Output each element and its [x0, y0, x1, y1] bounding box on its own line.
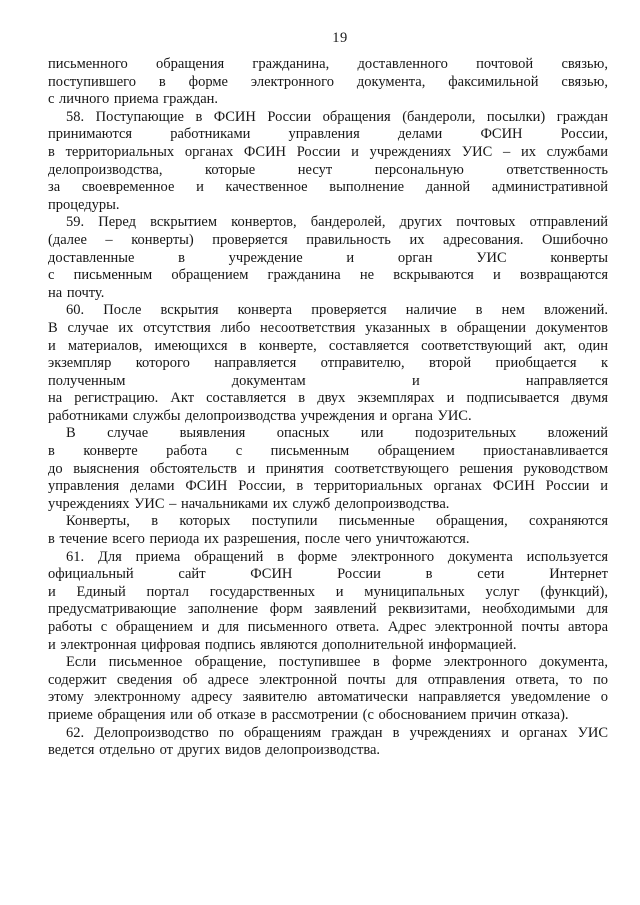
text-line: управления делами ФСИН России, в территориальных органах ФСИН России и	[48, 478, 608, 495]
text-line: и материалов, имеющихся в конверте, составляется соответствующий акт, один	[48, 337, 608, 354]
text-line: официальный сайт ФСИН России в сети Интернет	[48, 566, 608, 583]
text-line: делопроизводства, которые несут персональную ответственность	[48, 161, 608, 178]
text-line: процедуры.	[48, 196, 120, 213]
paragraph	[48, 654, 608, 724]
text-line: за своевременное и качественное выполнение данной административной	[48, 179, 608, 196]
paragraph	[48, 56, 608, 109]
text-line: письменного обращения гражданина, доставленного почтовой связью,	[48, 56, 608, 72]
text-line: на почту.	[48, 284, 105, 301]
text-line: на регистрацию. Акт составляется в двух экземплярах и подписывается двумя	[48, 390, 608, 407]
document-body	[48, 56, 608, 760]
text-line: приеме обращения или об отказе в рассмотрении (с обоснованием причин отказа).	[48, 706, 569, 723]
paragraph	[48, 725, 608, 760]
text-line: (далее – конверты) проверяется правильность их адресования. Ошибочно	[48, 231, 608, 248]
text-line: в территориальных органах ФСИН России и учреждениях УИС – их службами	[48, 143, 608, 160]
text-line: до выяснения обстоятельств и принятия соответствующего решения руководством	[48, 460, 608, 477]
text-line: 61. Для приема обращений в форме электронного документа используется	[66, 548, 608, 565]
paragraph	[48, 513, 608, 548]
text-line: 62. Делопроизводство по обращениям граждан в учреждениях и органах УИС	[66, 724, 608, 741]
text-line: с личного приема граждан.	[48, 91, 219, 108]
page-number: 19	[332, 30, 348, 46]
paragraph	[48, 214, 608, 302]
paragraph	[48, 302, 608, 425]
text-line: Если письменное обращение, поступившее в форме электронного документа,	[66, 654, 608, 671]
text-line: и электронная цифровая подпись являются дополнительной информацией.	[48, 636, 517, 653]
text-line: с письменным обращением гражданина не вскрываются и возвращаются	[48, 267, 608, 284]
text-line: поступившего в форме электронного документа, факсимильной связью,	[48, 73, 608, 90]
text-line: в конверте работа с письменным обращением приостанавливается	[48, 443, 608, 460]
paragraph	[48, 109, 608, 215]
text-line: полученным документам и направляется	[48, 372, 608, 389]
text-line: ведется отдельно от других видов делопроизводства.	[48, 742, 381, 759]
text-line: в течение всего периода их разрешения, после чего уничтожаются.	[48, 531, 470, 548]
text-line: этому электронному адресу заявителю автоматически направляется уведомление о	[48, 689, 608, 706]
text-line: работниками службы делопроизводства учреждения и органа УИС.	[48, 407, 472, 424]
text-line: предусматривающие заполнение форм заявлений реквизитами, необходимыми для	[48, 601, 608, 618]
text-line: 59. Перед вскрытием конвертов, бандеролей, других почтовых отправлений	[66, 214, 608, 231]
text-line: 58. Поступающие в ФСИН России обращения (бандероли, посылки) граждан	[66, 108, 608, 125]
text-line: экземпляр которого направляется отправителю, второй приобщается к	[48, 355, 608, 372]
text-line: содержит сведения об адресе электронной почты для отправления ответа, то по	[48, 671, 608, 688]
paragraph	[48, 549, 608, 655]
text-line: В случае выявления опасных или подозрительных вложений	[66, 425, 608, 442]
text-line: Конверты, в которых поступили письменные обращения, сохраняются	[66, 513, 608, 530]
text-line: В случае их отсутствия либо несоответствия указанных в обращении документов	[48, 319, 608, 336]
text-line: учреждениях УИС – начальниками их служб делопроизводства.	[48, 495, 450, 512]
text-line: и Единый портал государственных и муниципальных услуг (функций),	[48, 583, 608, 600]
text-line: 60. После вскрытия конверта проверяется наличие в нем вложений.	[66, 302, 608, 319]
text-line: доставленные в учреждение и орган УИС конверты	[48, 249, 608, 266]
paragraph	[48, 425, 608, 513]
text-line: принимаются работниками управления делами ФСИН России,	[48, 126, 608, 143]
text-line: работы с обращением и для письменного ответа. Адрес электронной почты автора	[48, 619, 608, 635]
